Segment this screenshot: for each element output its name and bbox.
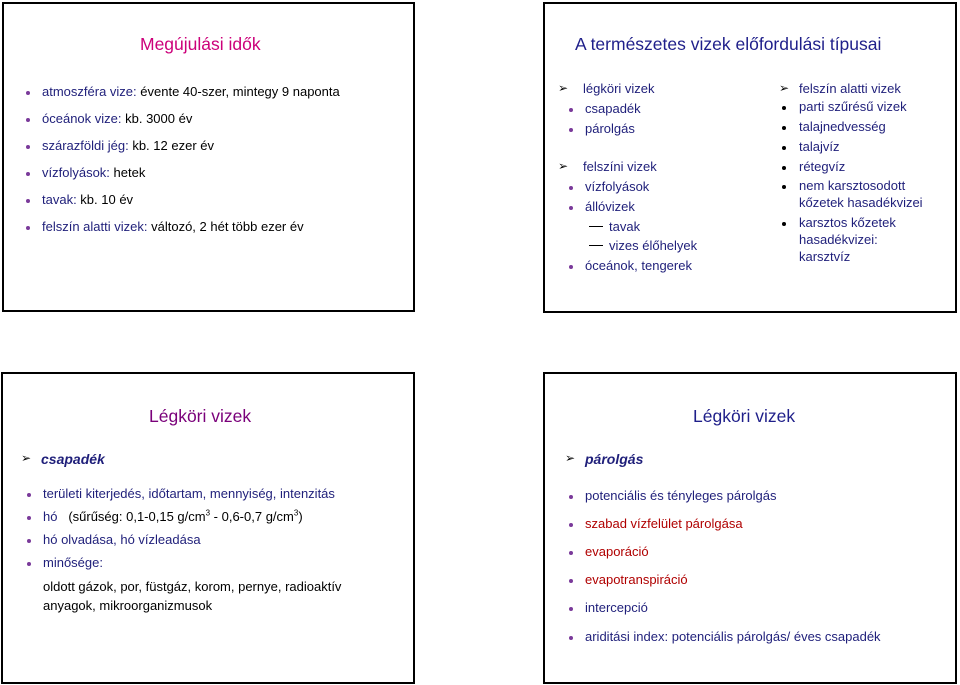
- bullet: [569, 265, 573, 269]
- list-item: talajnedvesség: [799, 119, 886, 134]
- list-item: vízfolyások: hetek: [42, 165, 146, 180]
- bullet: [26, 145, 30, 149]
- arrow-bullet-icon: ➢: [21, 451, 32, 465]
- bullet: [26, 199, 30, 203]
- bullet: [569, 523, 573, 527]
- list-item: karsztos kőzetek: [799, 215, 896, 230]
- slide-title: Megújulási idők: [140, 34, 261, 54]
- bullet: [569, 128, 573, 132]
- section-heading: párolgás: [585, 451, 644, 467]
- list-item-continued: karsztvíz: [799, 249, 851, 264]
- bullet: [26, 172, 30, 176]
- arrow-bullet-icon: ➢: [558, 159, 569, 173]
- bullet: [26, 118, 30, 122]
- group-heading: felszín alatti vizek: [799, 81, 901, 96]
- bullet: [569, 607, 573, 611]
- list-item: szabad vízfelület párolgása: [585, 516, 743, 531]
- list-item: óceánok vize: kb. 3000 év: [42, 111, 193, 126]
- bullet: [27, 562, 31, 566]
- list-item: párolgás: [585, 121, 635, 136]
- bullet: [782, 106, 786, 110]
- bullet: [27, 516, 31, 520]
- slide-title: Légköri vizek: [149, 406, 252, 426]
- list-item: tavak: kb. 10 év: [42, 192, 134, 207]
- list-item-continued: kőzetek hasadékvizei: [799, 195, 923, 210]
- slide-precipitation: [1, 372, 415, 684]
- list-item: atmoszféra vize: évente 40-szer, mintegy 9 naponta: [42, 84, 340, 99]
- list-item: intercepció: [585, 600, 648, 615]
- sub-item: vizes élőhelyek: [609, 238, 698, 253]
- list-item: evaporáció: [585, 544, 649, 559]
- list-item: felszín alatti vizek: változó, 2 hét több ezer év: [42, 219, 304, 234]
- slide-title: A természetes vizek előfordulási típusai: [575, 34, 882, 54]
- bullet: [26, 226, 30, 230]
- list-item: szárazföldi jég: kb. 12 ezer év: [42, 138, 214, 153]
- slide-water-types: [543, 2, 957, 313]
- list-item: hó olvadása, hó vízleadása: [43, 532, 201, 547]
- list-item: evapotranspiráció: [585, 572, 688, 587]
- arrow-bullet-icon: ➢: [558, 81, 569, 95]
- bullet: [569, 636, 573, 640]
- arrow-bullet-icon: ➢: [565, 451, 576, 465]
- section-heading: csapadék: [41, 451, 105, 467]
- list-item: óceánok, tengerek: [585, 258, 692, 273]
- bullet: [782, 185, 786, 189]
- list-item: nem karsztosodott: [799, 178, 906, 193]
- group-heading: légköri vizek: [583, 81, 655, 96]
- group-heading: felszíni vizek: [583, 159, 657, 174]
- bullet: [26, 91, 30, 95]
- bullet: [569, 495, 573, 499]
- slide-evaporation: [543, 372, 957, 684]
- bullet: [27, 493, 31, 497]
- list-item: csapadék: [585, 101, 641, 116]
- list-item-continued: hasadékvizei:: [799, 232, 878, 247]
- list-item: területi kiterjedés, időtartam, mennyiség, intenzitás: [43, 486, 335, 501]
- bullet: [782, 166, 786, 170]
- bullet: [569, 206, 573, 210]
- paragraph-line: anyagok, mikroorganizmusok: [43, 598, 213, 613]
- list-item: állóvizek: [585, 199, 635, 214]
- slide-title: Légköri vizek: [693, 406, 796, 426]
- bullet: [569, 579, 573, 583]
- bullet: [782, 126, 786, 130]
- bullet: [569, 551, 573, 555]
- sub-item: tavak: [609, 219, 641, 234]
- bullet: [782, 146, 786, 150]
- list-item: potenciális és tényleges párolgás: [585, 488, 777, 503]
- list-item: ariditási index: potenciális párolgás/ éves csapadék: [585, 629, 881, 644]
- dash-bullet: [589, 226, 603, 227]
- list-item: rétegvíz: [799, 159, 846, 174]
- bullet: [569, 186, 573, 190]
- arrow-bullet-icon: ➢: [779, 81, 790, 95]
- bullet: [569, 108, 573, 112]
- list-item: vízfolyások: [585, 179, 650, 194]
- bullet: [27, 539, 31, 543]
- list-item: parti szűrésű vizek: [799, 99, 907, 114]
- bullet: [782, 222, 786, 226]
- paragraph-line: oldott gázok, por, füstgáz, korom, pernye, radioaktív: [43, 579, 342, 594]
- dash-bullet: [589, 245, 603, 246]
- list-item: minősége:: [43, 555, 103, 570]
- list-item: talajvíz: [799, 139, 840, 154]
- slide-renewal-times: [2, 2, 415, 312]
- list-item: hó (sűrűség: 0,1-0,15 $g/cm^3 - 0,6-0,7$ $g/cm^3$): [43, 508, 303, 524]
